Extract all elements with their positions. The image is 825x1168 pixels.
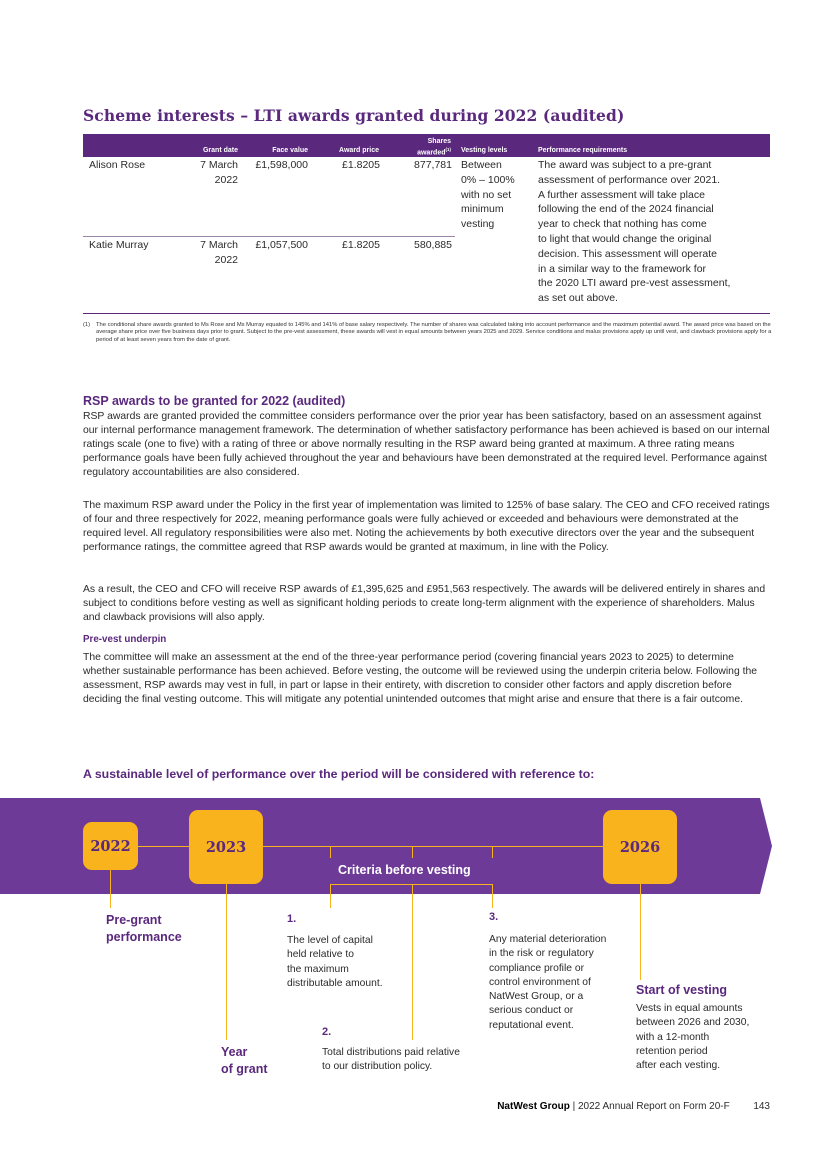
criterion-3-line: Any material deterioration	[489, 934, 607, 945]
criterion-1-text	[287, 934, 383, 991]
page-number: 143	[753, 1101, 770, 1112]
drop-line-2023	[226, 884, 227, 1040]
criterion-1-number: 1.	[287, 913, 297, 925]
vesting-text-line: retention period	[636, 1045, 708, 1057]
year-2023-box: 2023	[189, 810, 263, 884]
row-divider	[83, 236, 455, 237]
vesting-text-line: Vests in equal amounts	[636, 1003, 743, 1014]
row2-award-price: £1.8205	[342, 239, 380, 251]
footer-report: 2022 Annual Report on Form 20-F	[577, 1101, 730, 1112]
criteria-label: Criteria before vesting	[338, 863, 471, 877]
row1-shares: 877,781	[414, 159, 452, 171]
table-bottom-rule	[83, 313, 770, 314]
row2-face-value: £1,057,500	[255, 239, 308, 251]
row2-grant-date-line1: 7 March	[200, 239, 238, 251]
header-grant-date: Grant date	[202, 147, 238, 154]
footer-separator: |	[572, 1101, 576, 1112]
rsp-paragraph-2: The maximum RSP award under the Policy in the first year of implementation was limited to 125% of base salary. The CEO and CFO received ratings of four and three respectively for 2022, meaning performance goals were fully achieved or exceeded and behaviours were demonstrated at the required level. All regulatory responsibilities were also met. Noting the achievements by both executive directors over the year and the subsequent performance ratings, the committee agreed that RSP awards would be granted at maximum, in line with the Policy.	[83, 500, 770, 554]
section-title: Scheme interests – LTI awards granted during 2022 (audited)	[83, 106, 625, 125]
vesting-line: vesting	[461, 218, 495, 231]
criterion-1-line: the maximum	[287, 963, 349, 975]
start-of-vesting-text	[636, 1002, 749, 1073]
rsp-paragraph-4: The committee will make an assessment at the end of the three-year performance period (covering financial years 2023 to 2025) to determine whether sustainable performance has been achieved. Before vesting, the outcome will be reviewed using the underpin criteria below. Following the assessment, RSP awards may vest in full, in part or lapse in their entirety, with discretion to consider other factors and apply discretion before deciding the final vesting outcome. This will mitigate any potential unintended outcomes that might arise and ensure that there is a fair outcome.	[83, 652, 758, 706]
vesting-line: with no set	[461, 188, 512, 201]
tick-line	[492, 846, 493, 858]
performance-line: in a similar way to the framework for	[538, 262, 707, 275]
header-vesting-levels: Vesting levels	[461, 147, 508, 154]
criterion-1-line: The level of capital	[287, 935, 373, 946]
vesting-line: minimum	[461, 203, 504, 216]
criterion-3-line: NatWest Group, or a	[489, 991, 584, 1003]
vesting-line: Between	[461, 159, 502, 171]
criteria-3-line	[492, 884, 493, 908]
performance-line: The award was subject to a pre-grant	[538, 159, 712, 171]
header-shares-label: Shares awarded	[417, 138, 451, 157]
footer-company: NatWest Group	[497, 1101, 570, 1112]
header-shares-awarded	[393, 138, 451, 157]
criterion-3-line: compliance profile or	[489, 962, 585, 974]
rsp-paragraph-1: RSP awards are granted provided the committee considers performance over the prior year has been satisfactory, based on an assessment against our internal performance management framework. The determination of whether satisfactory performance has been achieved is based on our internal ratings scale (one to five) with a rating of three or above normally resulting in the RSP award being granted at maximum. A three rating means performance goals have been fully achieved throughout the year and behaviours have been demonstrated at the required level. Performance against regulatory accountabilities are also considered.	[83, 411, 770, 479]
table-header	[83, 134, 770, 157]
page-footer	[497, 1101, 770, 1112]
vesting-levels	[461, 158, 531, 232]
row1-grant-date	[180, 158, 238, 188]
criterion-2-number: 2.	[322, 1026, 332, 1038]
criterion-3-line: reputational event.	[489, 1019, 574, 1031]
row1-grant-date-line1: 7 March	[200, 159, 238, 171]
pre-grant-line: performance	[106, 930, 182, 944]
year-2026-box: 2026	[603, 810, 677, 884]
diagram-heading: A sustainable level of performance over the period will be considered with reference to:	[83, 767, 595, 781]
criteria-2-line	[412, 884, 413, 1040]
criterion-2-line: to our distribution policy.	[322, 1061, 433, 1073]
performance-line: to light that would change the original	[538, 232, 712, 245]
criteria-1-line	[330, 884, 331, 908]
criterion-3-line: in the risk or regulatory	[489, 948, 594, 960]
year-of-grant-label	[221, 1044, 268, 1078]
row1-name: Alison Rose	[89, 159, 146, 171]
rsp-paragraph-3: As a result, the CEO and CFO will receive RSP awards of £1,395,625 and £951,563 respectively. The awards will be delivered entirely in shares and subject to conditions before vesting as well as significant holding periods to create long-term alignment with the experience of shareholders. Malus and clawback provisions will also apply.	[83, 584, 766, 624]
footnote-number: (1)	[83, 322, 91, 328]
year-of-grant-line: of grant	[221, 1062, 268, 1076]
row1-face-value: £1,598,000	[255, 159, 308, 171]
header-face-value: Face value	[272, 147, 308, 154]
year-of-grant-line: Year	[221, 1045, 248, 1059]
performance-line: as set out above.	[538, 292, 618, 305]
criterion-3-line: control environment of	[489, 976, 591, 988]
row1-grant-date-line2: 2022	[214, 173, 238, 186]
performance-line: assessment of performance over 2021.	[538, 173, 721, 186]
performance-line: A further assessment will take place	[538, 188, 705, 201]
year-2022-box: 2022	[83, 822, 138, 870]
row1-award-price: £1.8205	[342, 159, 380, 171]
criterion-3-text	[489, 933, 606, 1033]
vesting-text-line: after each vesting.	[636, 1060, 721, 1072]
pre-vest-heading: Pre-vest underpin	[83, 634, 167, 645]
drop-line-2022	[110, 870, 111, 908]
pre-grant-line: Pre-grant	[106, 913, 162, 927]
footnote	[83, 322, 773, 344]
criteria-bracket	[330, 884, 492, 885]
row2-name: Katie Murray	[89, 239, 149, 251]
criterion-1-line: distributable amount.	[287, 977, 383, 989]
header-shares-footnote-ref: (1)	[445, 147, 451, 152]
performance-requirements	[538, 158, 773, 306]
vesting-text-line: between 2026 and 2030,	[636, 1017, 750, 1029]
performance-line: the 2020 LTI award pre-vest assessment,	[538, 277, 731, 290]
vesting-line: 0% – 100%	[461, 173, 515, 186]
connector-line	[262, 846, 605, 847]
criterion-1-line: held relative to	[287, 949, 354, 961]
vesting-text-line: with a 12-month	[636, 1031, 710, 1043]
performance-line: following the end of the 2024 financial	[538, 203, 714, 216]
criterion-2-line: Total distributions paid relative	[322, 1047, 460, 1058]
drop-line-2026	[640, 884, 641, 980]
row2-grant-date	[180, 238, 238, 268]
footnote-text: The conditional share awards granted to Ms Rose and Ms Murray equated to 145% and 141% of base salary respectively. The number of shares was calculated taking into account performance and the maximum potential award. The award price was based on the average share price over five business days prior to grant. Subject to the pre-vest assessment, these awards will vest in equal amounts between years 2025 and 2029. Service conditions and malus provisions apply up until vest, and clawback provisions apply for a period of at least seven years from the date of grant.	[96, 322, 772, 343]
rsp-heading: RSP awards to be granted for 2022 (audited)	[83, 394, 346, 408]
performance-line: year to check that nothing has come	[538, 218, 707, 231]
criterion-2-text	[322, 1046, 460, 1075]
tick-line	[330, 846, 331, 858]
row2-grant-date-line2: 2022	[214, 253, 238, 266]
start-of-vesting-heading: Start of vesting	[636, 983, 727, 997]
pre-grant-label	[106, 912, 182, 946]
criterion-3-line: serious conduct or	[489, 1005, 574, 1017]
performance-line: decision. This assessment will operate	[538, 247, 717, 260]
row2-shares: 580,885	[414, 239, 452, 251]
connector-line	[137, 846, 191, 847]
tick-line	[412, 846, 413, 858]
header-performance: Performance requirements	[538, 147, 628, 154]
header-award-price: Award price	[339, 147, 379, 154]
criterion-3-number: 3.	[489, 911, 499, 923]
